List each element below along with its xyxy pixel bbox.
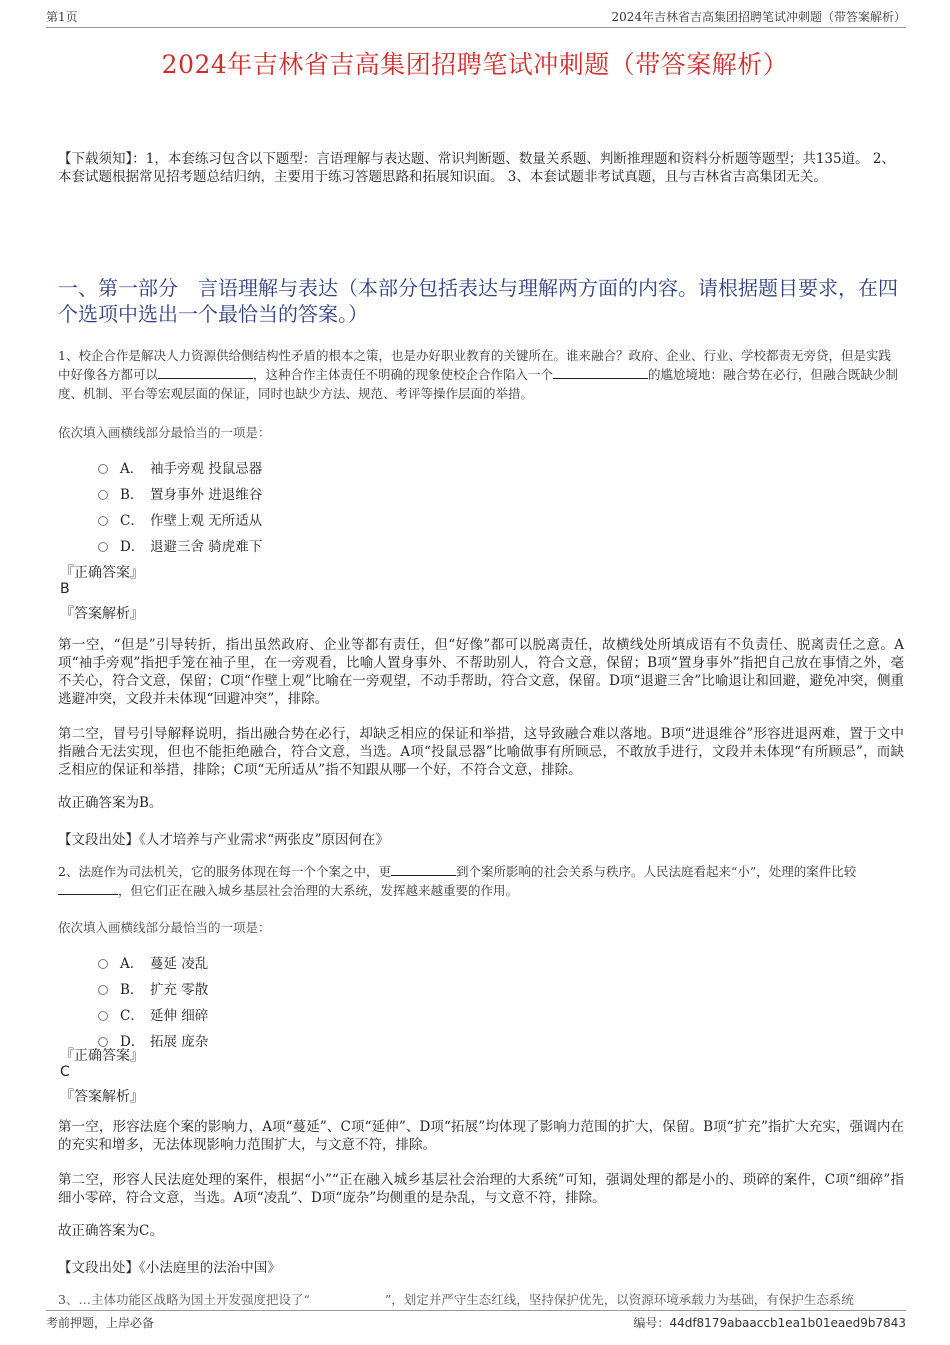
analysis-label: 『答案解析』 (60, 606, 144, 622)
footer-slogan: 考前押题，上岸必备 (46, 1316, 155, 1330)
blank-1 (158, 365, 253, 379)
option-c[interactable]: C． 作壁上观 无所适从 (98, 509, 262, 527)
radio-icon[interactable] (98, 464, 108, 474)
analysis-paragraph: 第二空，冒号引导解释说明，指出融合势在必行，却缺乏相应的保证和举措，这导致融合难以落地。B项“进退维谷”形容进退两难，置于文中指融合无法实现，但也不能拒绝融合，符合文意，当选。A项“投鼠忌器”比喻做事有所顾忌，不敢放手进行，文段并未体现“有所顾忌”，而缺乏相应的保证和举措，排除；C项“无所适从”指不知跟从哪一个好，不符合文意，排除。 (58, 726, 904, 778)
document-code: 编号：44df8179abaaccb1ea1b01eaed9b7843 (633, 1316, 906, 1330)
option-c[interactable]: C． 延伸 细碎 (98, 1004, 208, 1022)
question-2-stem: 2、法庭作为司法机关，它的服务体现在每一个个案之中，更 到个案所影响的社会关系与秩序。人民法庭看起来“小”，处理的案件比较，但它们正在融入城乡基层社会治理的大系统，发挥越来越重要的作用。 (58, 864, 857, 898)
analysis-paragraph: 第一空，形容法庭个案的影响力，A项“蔓延”、C项“延伸”、D项“拓展”均体现了影响力范围的扩大，保留。B项“扩充”指扩大充实，强调内在的充实和增多，无法体现影响力范围扩大，与文意不符，排除。 (58, 1119, 904, 1153)
question-1-prompt: 依次填入画横线部分最恰当的一项是： (58, 425, 271, 440)
document-title: 2024年吉林省吉高集团招聘笔试冲刺题（带答案解析） (161, 50, 789, 79)
option-d[interactable]: D． 退避三舍 骑虎难下 (98, 535, 262, 553)
running-title: 2024年吉林省吉高集团招聘笔试冲刺题（带答案解析） (611, 10, 906, 24)
source-note: 【文段出处】《小法庭里的法治中国》 (58, 1260, 281, 1276)
analysis-label: 『答案解析』 (60, 1089, 144, 1105)
radio-icon[interactable] (98, 1011, 108, 1021)
answer-label: 『正确答案』 (60, 565, 144, 581)
answer-value: C (60, 1064, 70, 1080)
blank-2 (553, 365, 648, 379)
blank-2 (58, 881, 118, 895)
option-d[interactable]: D． 拓展 庞杂 (98, 1030, 208, 1048)
blank-1 (391, 862, 456, 876)
radio-icon[interactable] (98, 985, 108, 995)
radio-icon[interactable] (98, 542, 108, 552)
question-1-stem: 1、校企合作是解决人力资源供给侧结构性矛盾的根本之策，也是办好职业教育的关键所在。谁来融合？政府、企业、行业、学校都责无旁贷，但是实践中好像各方都可以 ，这种合作主体责任不明确的现象使校企合作陷入一个 的尴尬境地：融合势在必行，但融合既缺少制度、机制、平台等宏观层面的保证，同时也缺少方法、规范、考评等操作层面的举措。 (58, 348, 899, 401)
page-number: 第1页 (46, 10, 78, 24)
radio-icon[interactable] (98, 959, 108, 969)
analysis-conclusion: 故正确答案为B。 (58, 795, 163, 811)
next-question-partial: 3、…主体功能区战略为国土开发强度把设了“ ”，划定并严守生态红线，坚持保护优先，以资源环境承载力为基础，有保护生态系统 (58, 1292, 854, 1307)
option-b[interactable]: B． 扩充 零散 (98, 978, 208, 996)
analysis-paragraph: 第一空，“但是”引导转折，指出虽然政府、企业等都有责任，但“好像”都可以脱离责任，故横线处所填成语有不负责任、脱离责任之意。A项“袖手旁观”指把手笼在袖子里，在一旁观看，比喻人置身事外、不帮助别人，符合文意，保留；B项“置身事外”指把自己放在事情之外，毫不关心，符合文意，保留；C项“作壁上观”比喻在一旁观望，不动手帮助，符合文意，保留。D项“退避三舍”比喻退让和回避，避免冲突，侧重逃避冲突，文段并未体现“回避冲突”，排除。 (58, 637, 904, 707)
option-b[interactable]: B． 置身事外 进退维谷 (98, 483, 262, 501)
header-divider (46, 27, 906, 28)
footer-divider (46, 1310, 906, 1311)
option-a[interactable]: A． 袖手旁观 投鼠忌器 (98, 457, 262, 475)
analysis-paragraph: 第二空，形容人民法庭处理的案件，根据“小”“正在融入城乡基层社会治理的大系统”可知，强调处理的都是小的、琐碎的案件，C项“细碎”指细小零碎，符合文意，当选。A项“凌乱”、D项“庞杂”均侧重的是杂乱，与文意不符，排除。 (58, 1172, 904, 1206)
question-2-prompt: 依次填入画横线部分最恰当的一项是： (58, 920, 271, 935)
radio-icon[interactable] (98, 516, 108, 526)
section-heading: 一、第一部分 言语理解与表达（本部分包括表达与理解两方面的内容。请根据题目要求，在四个选项中选出一个最恰当的答案。） (58, 276, 898, 326)
answer-value: B (60, 581, 70, 597)
page-footer (46, 1314, 906, 1331)
page-header (46, 8, 906, 24)
analysis-conclusion: 故正确答案为C。 (58, 1223, 163, 1239)
answer-label: 『正确答案』 (60, 1048, 144, 1064)
option-a[interactable]: A． 蔓延 凌乱 (98, 952, 208, 970)
download-notice: 【下载须知】：1，本套练习包含以下题型：言语理解与表达题、常识判断题、数量关系题、判断推理题和资料分析题等题型；共135道。 2、本套试题根据常见招考题总结归纳，主要用于练习答题思路和拓展知识面。 3、本套试题非考试真题，且与吉林省吉高集团无关。 (58, 151, 895, 185)
source-note: 【文段出处】《人才培养与产业需求“两张皮”原因何在》 (58, 832, 390, 848)
radio-icon[interactable] (98, 490, 108, 500)
